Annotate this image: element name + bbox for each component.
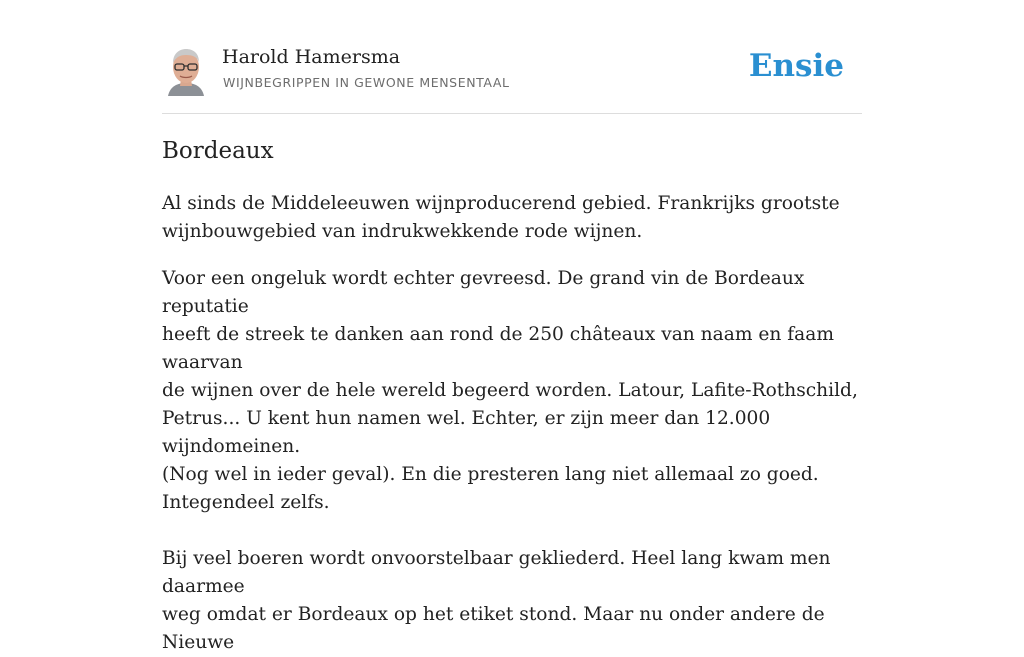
article-title: Bordeaux <box>162 138 274 164</box>
article-page <box>162 0 862 653</box>
author-name[interactable]: Harold Hamersma <box>222 46 401 68</box>
brand-logo[interactable]: Ensie <box>748 48 844 84</box>
author-tagline: WIJNBEGRIPPEN IN GEWONE MENSENTAAL <box>223 75 510 90</box>
article-paragraph: Voor een ongeluk wordt echter gevreesd. De grand vin de Bordeaux reputatie heeft de streek te danken aan rond de 250 châteaux van naam en faam waarvan de wijnen over de hele wereld begeerd worden. Latour, Lafite-Rothschild, Petrus... U kent hun namen wel. Echter, er zijn meer dan 12.000 wijndomeinen. (Nog wel in ieder geval). En die presteren lang niet allemaal zo goed. Integendeel zelfs. Bij veel boeren wordt onvoorstelbaar gekliederd. Heel lang kwam men daarmee weg omdat er Bordeaux op het etiket stond. Maar nu onder andere de Nieuwe <box>162 268 858 653</box>
author-avatar[interactable] <box>166 46 206 96</box>
header <box>162 0 862 114</box>
article-paragraph: Al sinds de Middeleeuwen wijnproducerend gebied. Frankrijks grootste wijnbouwgebied van indrukwekkende rode wijnen. <box>162 193 840 242</box>
